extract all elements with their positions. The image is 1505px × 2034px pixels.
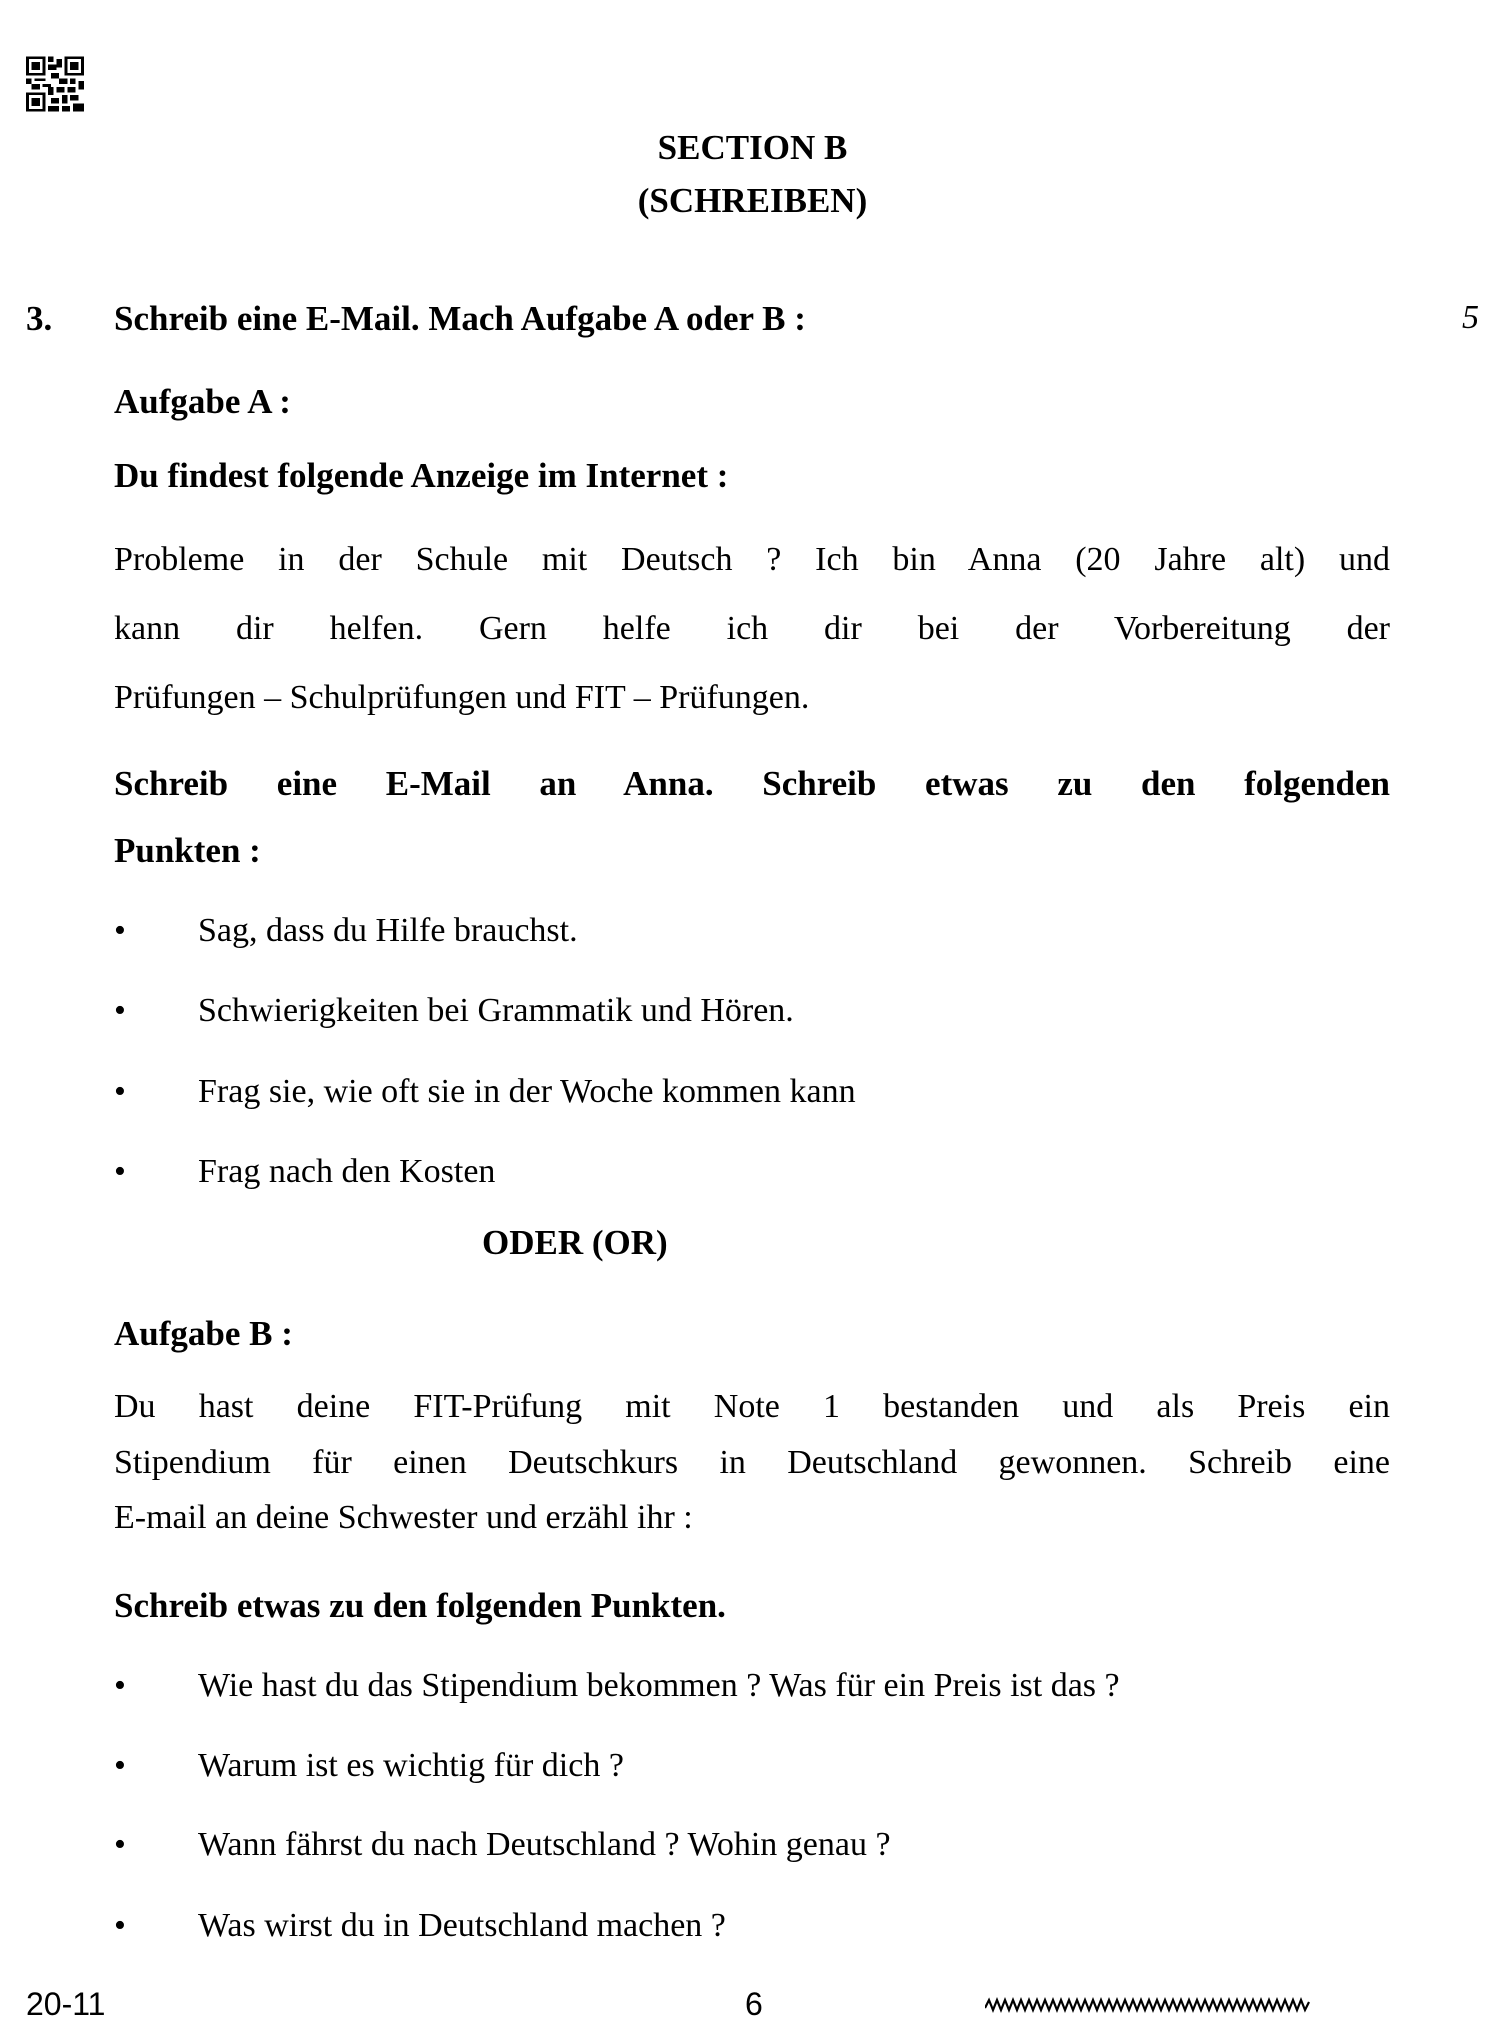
bullet-icon: • [114,1073,126,1110]
bullet-icon: • [114,1747,126,1784]
task-b-point-2: Warum ist es wichtig für dich ? [198,1747,624,1784]
ad-line-1: Probleme in der Schule mit Deutsch ? Ich bin Anna (20 Jahre alt) und [114,541,1390,578]
bullet-icon: • [114,992,126,1029]
task-a-point-2: Schwierigkeiten bei Grammatik und Hören. [198,992,794,1029]
qr-code-icon [26,56,84,112]
task-b-label: Aufgabe B : [114,1314,293,1353]
ad-line-3: Prüfungen – Schulprüfungen und FIT – Prüfungen. [114,679,810,716]
question-marks: 5 [1462,299,1479,336]
question-number: 3. [26,299,53,338]
task-a-label: Aufgabe A : [114,382,291,421]
bullet-icon: • [114,1907,126,1944]
task-a-instruction-line-1: Schreib eine E-Mail an Anna. Schreib etwas zu den folgenden [114,764,1390,803]
wavy-line-decoration-icon [985,1996,1311,2014]
section-title: SECTION B [657,128,848,167]
task-b-intro-line-1: Du hast deine FIT-Prüfung mit Note 1 bestanden und als Preis ein [114,1388,1390,1425]
task-b-point-4: Was wirst du in Deutschland machen ? [198,1907,726,1944]
oder-separator: ODER (OR) [482,1223,668,1262]
bullet-icon: • [114,912,126,949]
bullet-icon: • [114,1667,126,1704]
section-subtitle: (SCHREIBEN) [637,181,868,220]
task-a-point-1: Sag, dass du Hilfe brauchst. [198,912,578,949]
task-b-intro-line-2: Stipendium für einen Deutschkurs in Deutschland gewonnen. Schreib eine [114,1444,1390,1481]
bullet-icon: • [114,1153,126,1190]
bullet-icon: • [114,1826,126,1863]
task-b-instruction: Schreib etwas zu den folgenden Punkten. [114,1586,726,1625]
task-a-intro: Du findest folgende Anzeige im Internet : [114,456,729,495]
page-number: 6 [745,1986,763,2022]
paper-code: 20-11 [26,1986,106,2022]
task-b-point-1: Wie hast du das Stipendium bekommen ? Was für ein Preis ist das ? [198,1667,1120,1704]
task-a-point-3: Frag sie, wie oft sie in der Woche kommen kann [198,1073,856,1110]
task-a-instruction-line-2: Punkten : [114,831,261,870]
question-prompt: Schreib eine E-Mail. Mach Aufgabe A oder B : [114,299,806,338]
task-b-intro-line-3: E-mail an deine Schwester und erzähl ihr : [114,1499,693,1536]
ad-line-2: kann dir helfen. Gern helfe ich dir bei der Vorbereitung der [114,610,1390,647]
task-a-point-4: Frag nach den Kosten [198,1153,496,1190]
task-b-point-3: Wann fährst du nach Deutschland ? Wohin genau ? [198,1826,891,1863]
